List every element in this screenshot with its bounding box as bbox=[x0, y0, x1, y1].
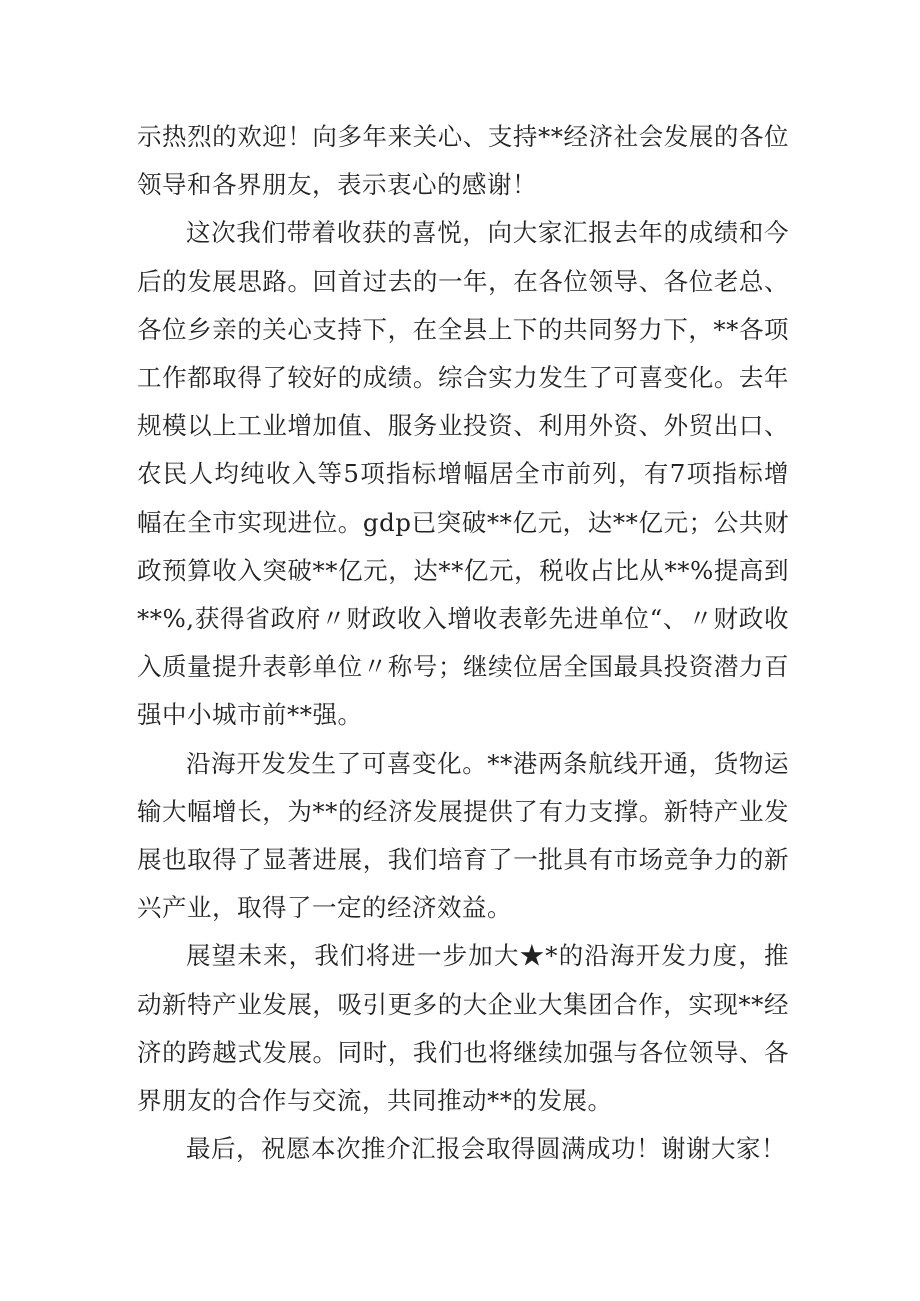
document-body bbox=[137, 113, 789, 1173]
paragraph-achievements: 这次我们带着收获的喜悦，向大家汇报去年的成绩和今后的发展思路。回首过去的一年，在各位领导、各位老总、各位乡亲的关心支持下，在全县上下的共同努力下，**各项工作都取得了较好的成绩。综合实力发生了可喜变化。去年规模以上工业增加值、服务业投资、利用外资、外贸出口、农民人均纯收入等5项指标增幅居全市前列，有7项指标增幅在全市实现进位。gdp已突破**亿元，达**亿元；公共财政预算收入突破**亿元，达**亿元，税收占比从**%提高到**%,获得省政府〃财政收入增收表彰先进单位“、〃财政收入质量提升表彰单位〃称号；继续位居全国最具投资潜力百强中小城市前**强。 bbox=[137, 218, 789, 730]
paragraph-coastal-development: 沿海开发发生了可喜变化。**港两条航线开通，货物运输大幅增长，为**的经济发展提供了有力支撑。新特产业发展也取得了显著进展，我们培育了一批具有市场竞争力的新兴产业，取得了一定的经济效益。 bbox=[137, 748, 789, 923]
paragraph-continuation: 示热烈的欢迎！向多年来关心、支持**经济社会发展的各位领导和各界朋友，表示衷心的感谢！ bbox=[137, 122, 789, 200]
paragraph-closing: 最后，祝愿本次推介汇报会取得圆满成功！谢谢大家！ bbox=[186, 1134, 786, 1164]
paragraph-outlook: 展望未来，我们将进一步加大★*的沿海开发力度，推动新特产业发展，吸引更多的大企业大集团合作，实现**经济的跨越式发展。同时，我们也将继续加强与各位领导、各界朋友的合作与交流，共同推动**的发展。 bbox=[137, 941, 789, 1116]
